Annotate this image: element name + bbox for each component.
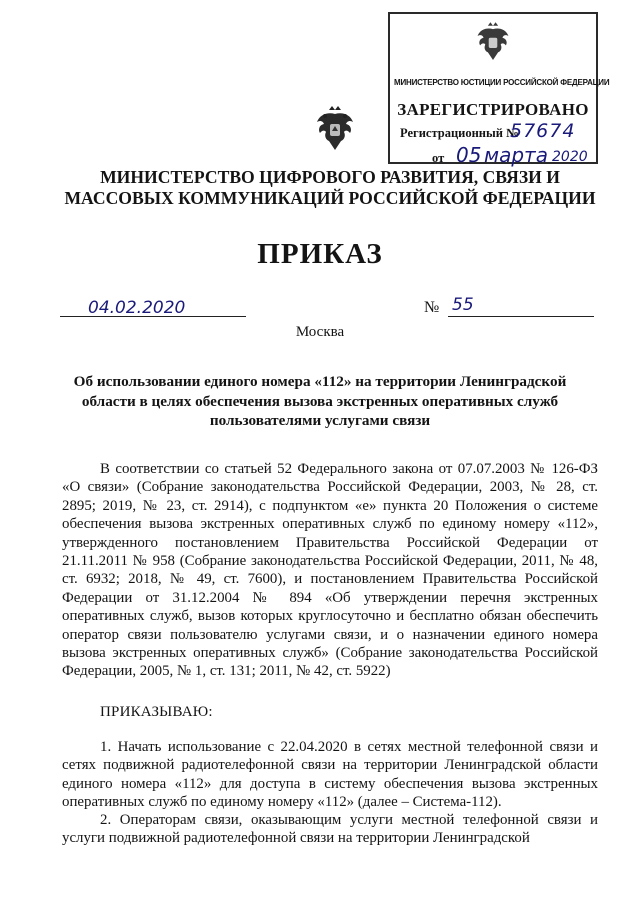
stamp-date-year: 2020 [552, 149, 588, 165]
number-underline [448, 316, 594, 317]
order-number-label: № [424, 299, 440, 316]
document-title: ПРИКАЗ [257, 238, 383, 270]
order-date: 04.02.2020 [88, 298, 186, 318]
stamp-date-day: 05 [456, 143, 482, 167]
stamp-regnum-row [400, 120, 596, 142]
coat-of-arms-icon [314, 104, 356, 154]
stamp-registered-label: ЗАРЕГИСТРИРОВАНО [397, 100, 589, 119]
decree-word: ПРИКАЗЫВАЮ: [100, 704, 213, 720]
item-1-paragraph: 1. Начать использование с 22.04.2020 в сетях местной телефонной связи и сетях подвижной радиотелефонной связи на территории Ленинградской области единого номера «112» для доступа в систему обеспечения вызова экстренных оперативных служб по единому номеру «112» (далее – Система-112). [62, 739, 598, 811]
order-subject: Об использовании единого номера «112» на территории Ленинградской области в целях обеспечения вызова экстренных оперативных служб пользователями услугами связи [73, 373, 567, 429]
stamp-ministry-name: МИНИСТЕРСТВО ЮСТИЦИИ РОССИЙСКОЙ ФЕДЕРАЦИИ [394, 78, 610, 87]
stamp-regnum-value: 57674 [510, 120, 576, 142]
stamp-date-row [432, 143, 588, 167]
stamp-date-prefix: от [432, 151, 445, 165]
stamp-eagle-icon [475, 20, 511, 64]
stamp-regnum-label: Регистрационный № [400, 126, 519, 140]
preamble-paragraph: В соответствии со статьей 52 Федерального закона от 07.07.2003 № 126-ФЗ «О связи» (Собрание законодательства Российской Федерации, 2003, № 28, ст. 2895; 2019, № 23, ст. 2914), с подпунктом «е» пункта 20 Положения о системе обеспечения вызова экстренных оперативных служб по единому номеру «112», утвержденного постановлением Правительства Российской Федерации от 21.11.2011 № 958 (Собрание законодательства Российской Федерации, 2011, № 48, ст. 6932; 2018, № 49, ст. 7600), и постановлением Правительства Российской Федерации от 31.12.2004 № 894 «Об утверждении перечня экстренных оперативных служб, вызов которых круглосуточно и бесплатно обязан обеспечить оператор связи пользователю услугами связи, и о назначении единого номера вызова экстренных оперативных служб» (Собрание законодательства Российской Федерации, 2005, № 1, ст. 131; 2011, № 42, ст. 5922) [62, 461, 598, 680]
city: Москва [295, 324, 345, 340]
stamp-date-month: марта [484, 143, 548, 167]
order-number: 55 [452, 295, 474, 315]
registration-stamp [388, 12, 610, 167]
item-2-paragraph: 2. Операторам связи, оказывающим услуги местной телефонной связи и услуги подвижной радиотелефонной связи на территории Ленинградской [62, 812, 598, 847]
ministry-name: МИНИСТЕРСТВО ЦИФРОВОГО РАЗВИТИЯ, СВЯЗИ И МАССОВЫХ КОММУНИКАЦИЙ РОССИЙСКОЙ ФЕДЕРАЦИИ [64, 167, 596, 208]
